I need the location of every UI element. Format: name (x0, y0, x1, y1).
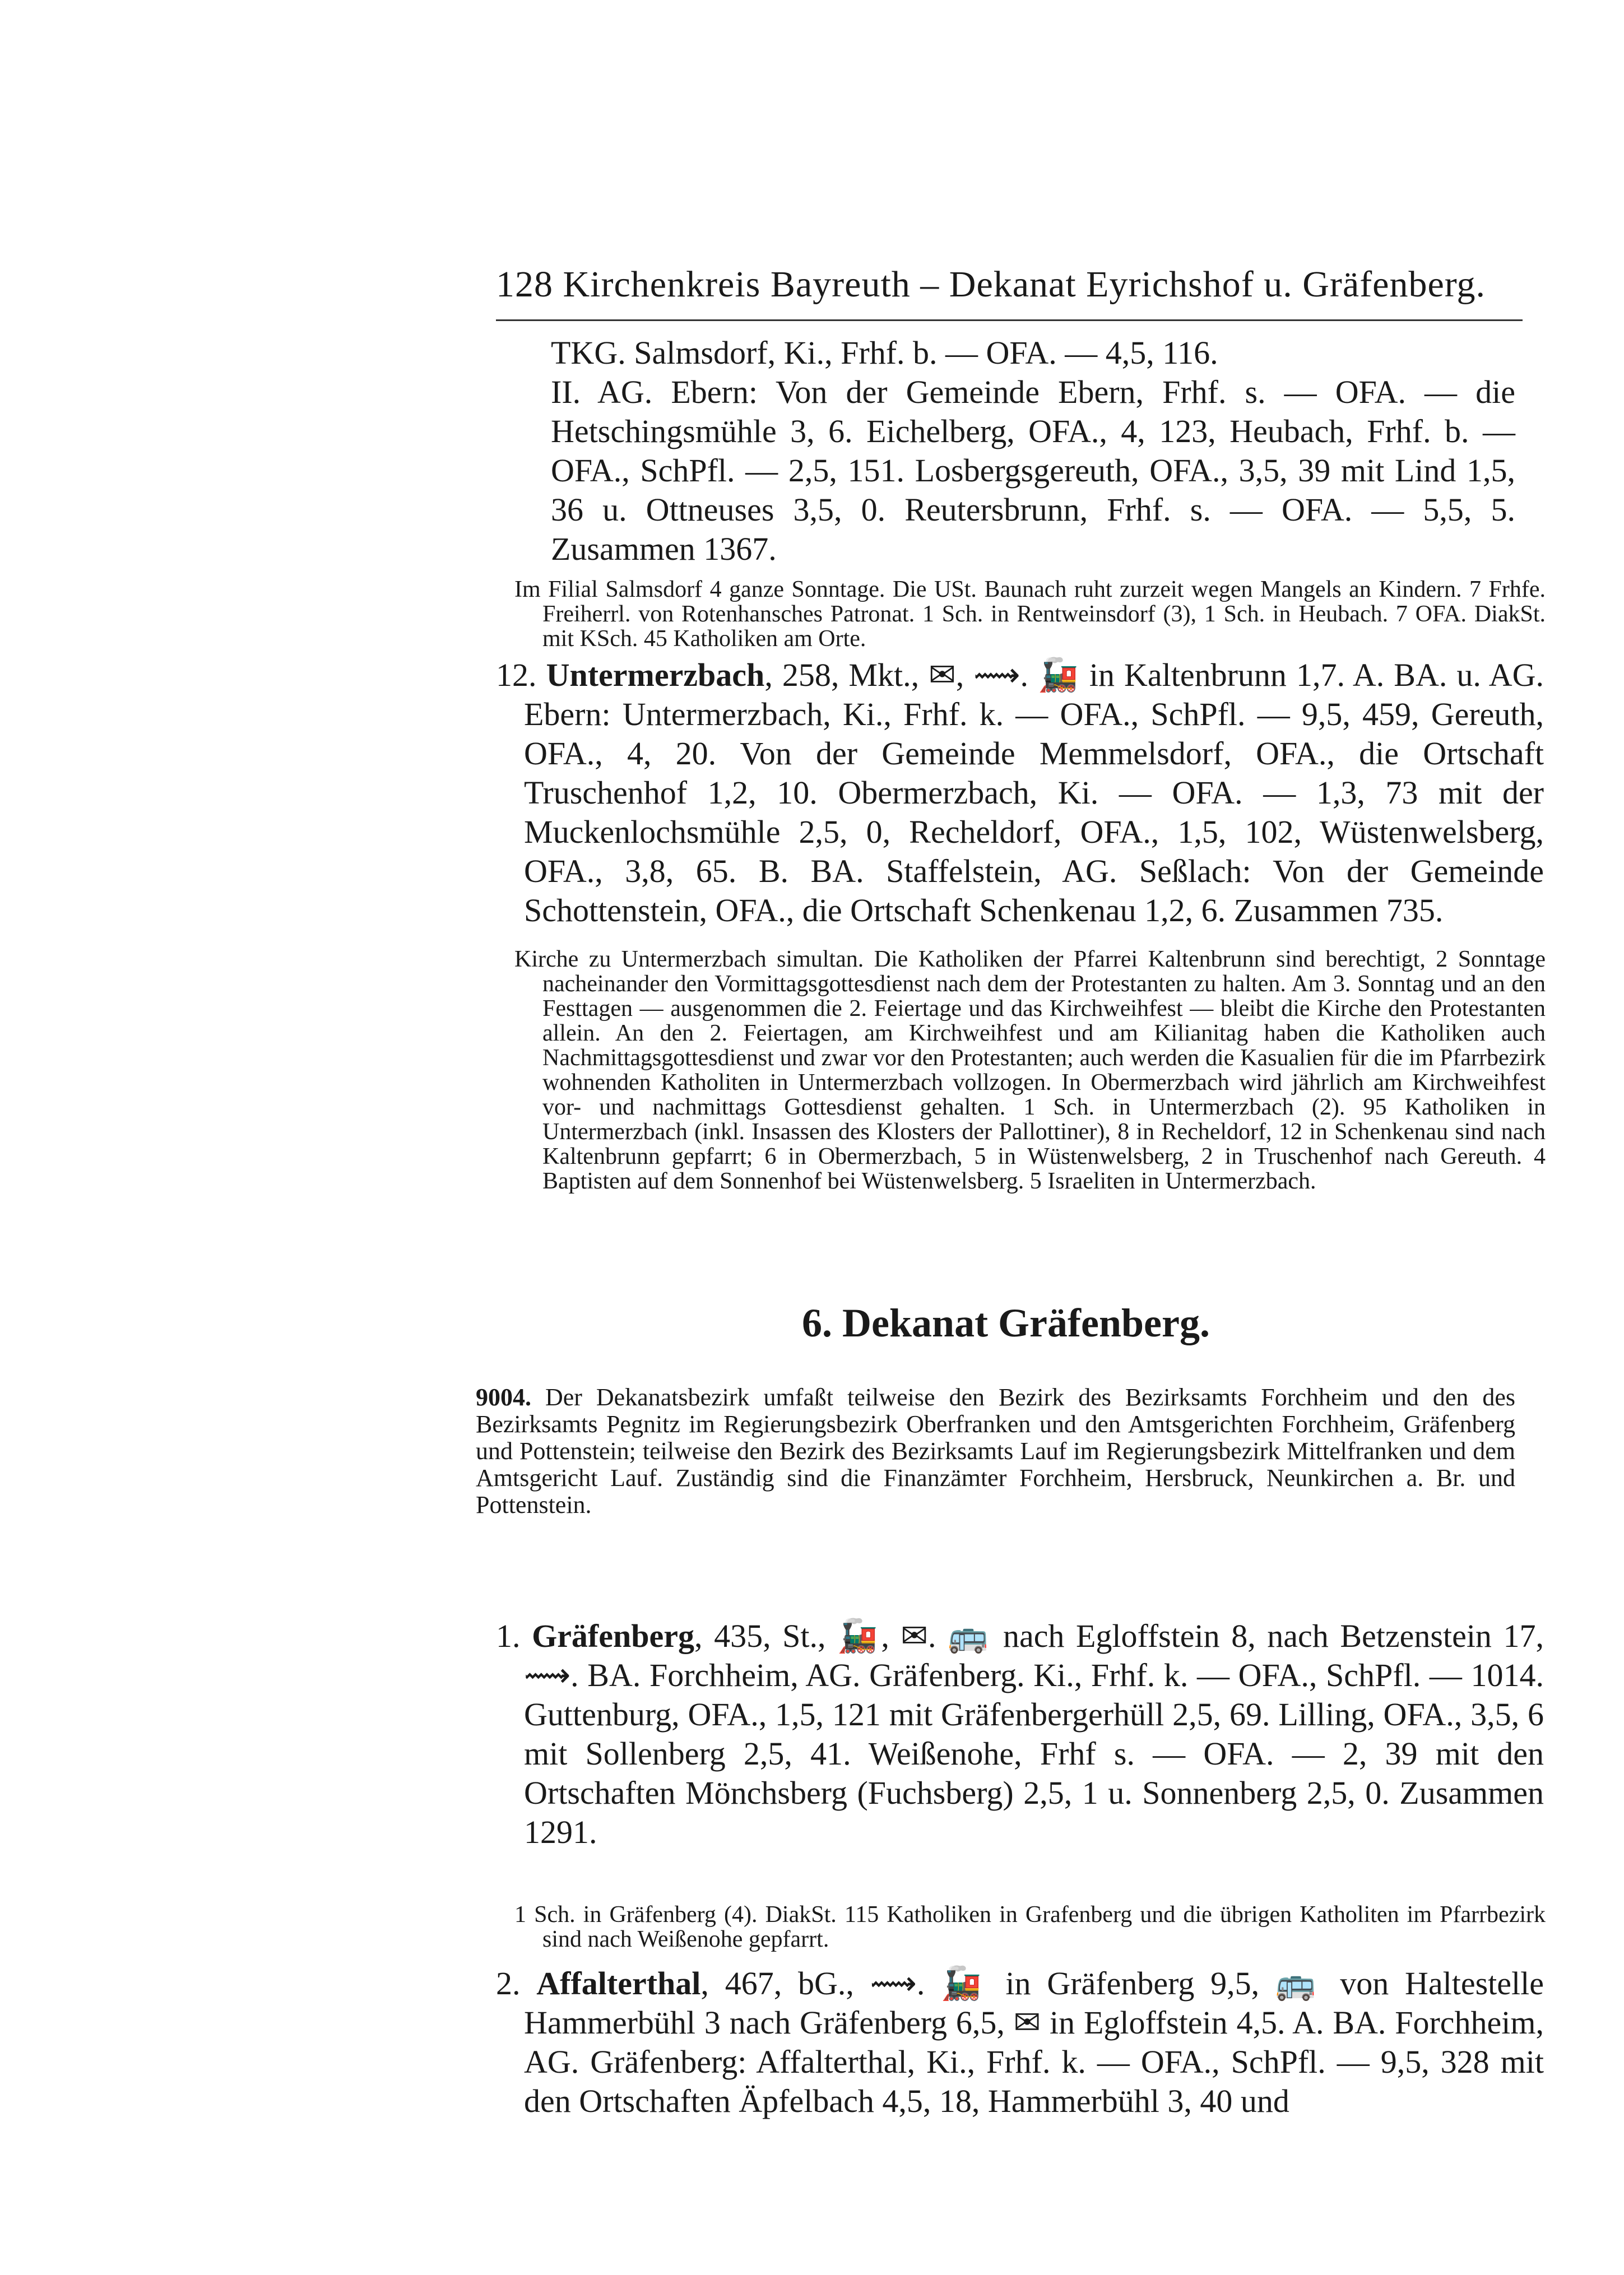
running-header (496, 263, 1521, 306)
paragraph-text: Der Dekanatsbezirk umfaßt teilweise den Bezirk des Bezirksamts Forchheim und den des Bezirksamts Pegnitz im Regierungsbezirk Oberfranken und den Amtsgerichten Forchheim, Gräfenberg und Pottenstein; teilweise den Bezirk des Bezirksamts Lauf im Regierungsbezirk Mittelfranken und dem Amtsgericht Lauf. Zuständig sind die Finanzämter Forchheim, Hersbruck, Neunkirchen a. Br. und Pottenstein. (476, 1383, 1515, 1519)
entry-salmsdorf: TKG. Salmsdorf, Ki., Frhf. b. — OFA. — 4,5, 116. (551, 335, 1218, 371)
entry-text: , 258, Mkt., ✉, ⟿. 🚂 in Kaltenbrunn 1,7. A. BA. u. AG. Ebern: Untermerzbach, Ki., Frhf. k. — OFA., SchPfl. — 9,5, 459, Gereuth, OFA., 4, 20. Von der Gemeinde Memmelsdorf, OFA., die Ortschaft Truschenhof 1,2, 10. Obermerzbach, Ki. — OFA. — 1,3, 73 mit der Muckenlochsmühle 2,5, 0, Recheldorf, OFA., 1,5, 102, Wüstenwelsberg, OFA., 3,8, 65. B. BA. Staffelstein, AG. Seßlach: Von der Gemeinde Schottenstein, OFA., die Ortschaft Schenkenau 1,2, 6. Zusammen 735. (524, 657, 1544, 928)
entry-name: Affalterthal (536, 1965, 701, 2002)
entry-graefenberg (496, 1617, 1544, 1852)
section-heading: 6. Dekanat Gräfenberg. (802, 1301, 1210, 1345)
note-graefenberg: 1 Sch. in Gräfenberg (4). DiakSt. 115 Katholiken in Grafenberg und die übrigen Katholiten im Pfarrbezirk sind nach Weißenohe gepfarrt. (514, 1902, 1546, 1952)
page-title: Kirchenkreis Bayreuth – Dekanat Eyrichshof u. Gräfenberg. (563, 264, 1486, 305)
note-untermerzbach: Kirche zu Untermerzbach simultan. Die Katholiken der Pfarrei Kaltenbrunn sind berechtigt, 2 Sonntage nacheinander den Vormittagsgottesdienst nach dem der Protestanten zu halten. Am 3. Sonntag und an den Festtagen — ausgenommen die 2. Feiertage und das Kirchweihfest — bleibt die Kirche den Protestanten allein. An den 2. Feiertagen, am Kirchweihfest und am Kilianitag haben die Katholiken auch Nachmittagsgottesdienst und zwar vor den Protestanten; auch werden die Kasualien für die im Pfarrbezirk wohnenden Katholiten in Untermerzbach vollzogen. In Obermerzbach wird jährlich am Kirchweihfest vor- und nachmittags Gottesdienst gehalten. 1 Sch. in Untermerzbach (2). 95 Katholiken in Untermerzbach (inkl. Insassen des Klosters der Pallottiner), 8 in Recheldorf, 12 in Schenkenau sind nach Kaltenbrunn gepfarrt; 6 in Obermerzbach, 5 in Wüstenwelsberg, 2 in Truschenhof nach Gereuth. 4 Baptisten auf dem Sonnenhof bei Wüstenwelsberg. 5 Israeliten in Untermerzbach. (514, 946, 1546, 1194)
entry-untermerzbach (496, 656, 1544, 930)
entry-name: Untermerzbach (546, 657, 765, 693)
paragraph-9004 (476, 1384, 1515, 1519)
entry-number: 1. (496, 1618, 521, 1654)
entry-affalterthal (496, 1964, 1544, 2121)
entry-number: 12. (496, 657, 537, 693)
entry-text: , 435, St., 🚂, ✉. 🚌 nach Egloffstein 8, nach Betzenstein 17, ⟿. BA. Forchheim, AG. Gräfenberg. Ki., Frhf. k. — OFA., SchPfl. — 1014. Guttenburg, OFA., 1,5, 121 mit Gräfenbergerhüll 2,5, 69. Lilling, OFA., 3,5, 6 mit Sollenberg 2,5, 41. Weißenohe, Frhf s. — OFA. — 2, 39 mit den Ortschaften Mönchsberg (Fuchsberg) 2,5, 1 u. Sonnenberg 2,5, 0. Zusammen 1291. (524, 1618, 1544, 1850)
entry-text: , 467, bG., ⟿. 🚂 in Gräfenberg 9,5, 🚌 von Haltestelle Hammerbühl 3 nach Gräfenberg 6,5, ✉ in Egloffstein 4,5. A. BA. Forchheim, AG. Gräfenberg: Affalterthal, Ki., Frhf. k. — OFA., SchPfl. — 9,5, 328 mit den Ortschaften Äpfelbach 4,5, 18, Hammerbühl 3, 40 und (524, 1965, 1544, 2119)
entry-name: Gräfenberg (532, 1618, 694, 1654)
page-number: 128 (496, 264, 553, 305)
header-rule (496, 319, 1523, 321)
note-salmsdorf: Im Filial Salmsdorf 4 ganze Sonntage. Die USt. Baunach ruht zurzeit wegen Mangels an Kindern. 7 Frhfe. Freiherrl. von Rotenhansches Patronat. 1 Sch. in Rentweinsdorf (3), 1 Sch. in Heubach. 7 OFA. DiakSt. mit KSch. 45 Katholiken am Orte. (514, 577, 1546, 652)
paragraph-number: 9004. (476, 1383, 531, 1411)
entry-ag-ebern: II. AG. Ebern: Von der Gemeinde Ebern, Frhf. s. — OFA. — die Hetschingsmühle 3, 6. Eichelberg, OFA., 4, 123, Heubach, Frhf. b. — OFA., SchPfl. — 2,5, 151. Losbergsgereuth, OFA., 3,5, 39 mit Lind 1,5, 36 u. Ottneuses 3,5, 0. Reutersbrunn, Frhf. s. — OFA. — 5,5, 5. Zusammen 1367. (551, 374, 1515, 567)
entry-number: 2. (496, 1965, 521, 2002)
